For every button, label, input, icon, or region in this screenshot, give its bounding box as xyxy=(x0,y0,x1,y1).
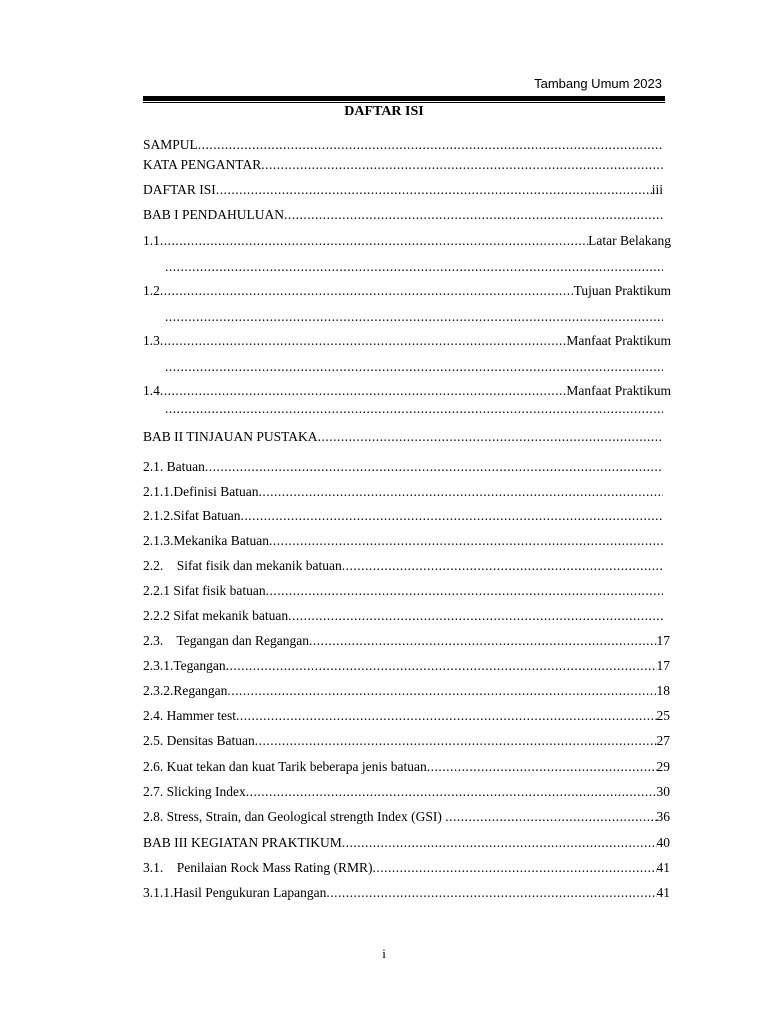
toc-label: 1.3 xyxy=(143,333,160,348)
toc-page: 17 xyxy=(656,658,670,673)
toc-label: BAB I PENDAHULUAN xyxy=(143,207,284,222)
toc-label: SAMPUL xyxy=(143,137,198,152)
toc-entry xyxy=(143,458,663,476)
toc-leader xyxy=(427,758,657,776)
toc-leader xyxy=(309,632,656,650)
toc-label: 2.1.3.Mekanika Batuan xyxy=(143,533,269,548)
toc-page: 36 xyxy=(656,809,670,824)
toc-leader xyxy=(165,400,663,418)
toc-entry xyxy=(143,607,663,625)
toc-label: 2.3.1.Tegangan xyxy=(143,658,226,673)
toc-entry xyxy=(143,532,663,550)
toc-label: 2.4. Hammer test xyxy=(143,708,236,723)
toc-label: DAFTAR ISI xyxy=(143,182,216,197)
toc-leader xyxy=(318,428,663,446)
toc-page: 41 xyxy=(656,885,670,900)
header-text: Tambang Umum 2023 xyxy=(534,76,662,91)
toc-page: 27 xyxy=(656,733,670,748)
toc-page: Latar Belakang xyxy=(588,233,671,248)
toc-entry xyxy=(143,707,670,725)
toc-entry xyxy=(143,682,670,700)
toc-page: 17 xyxy=(656,633,670,648)
toc-label: 2.2.1 Sifat fisik batuan xyxy=(143,583,266,598)
toc-label: 2.3. Tegangan dan Regangan xyxy=(143,633,310,648)
toc-leader xyxy=(165,358,663,376)
toc-page: 30 xyxy=(656,784,670,799)
toc-leader xyxy=(342,557,663,575)
toc-page: Manfaat Praktikum xyxy=(566,333,671,348)
toc-entry xyxy=(143,483,663,501)
page-number: i xyxy=(382,946,386,961)
toc-leader xyxy=(160,232,588,250)
toc-entry xyxy=(143,657,670,675)
toc-leader xyxy=(246,783,657,801)
toc-label: 2.1. Batuan xyxy=(143,459,205,474)
toc-leader xyxy=(269,532,663,550)
toc-label: BAB II TINJAUAN PUSTAKA xyxy=(143,429,318,444)
toc-entry xyxy=(165,358,663,376)
toc-entry xyxy=(143,859,670,877)
toc-leader xyxy=(165,308,663,326)
toc-leader xyxy=(241,507,664,525)
toc-leader xyxy=(342,834,657,852)
toc-entry xyxy=(143,808,670,826)
toc-page: 18 xyxy=(656,683,670,698)
toc-leader xyxy=(258,483,663,501)
toc-label: 1.2 xyxy=(143,283,160,298)
toc-entry xyxy=(143,332,671,350)
toc-entry xyxy=(143,732,670,750)
toc-leader xyxy=(160,282,574,300)
toc-label: KATA PENGANTAR xyxy=(143,157,262,172)
toc-leader xyxy=(255,732,657,750)
toc-label: 2.5. Densitas Batuan xyxy=(143,733,255,748)
toc-entry xyxy=(143,206,663,224)
toc-label: 2.6. Kuat tekan dan kuat Tarik beberapa jenis batuan xyxy=(143,759,427,774)
toc-leader xyxy=(216,181,652,199)
toc-entry xyxy=(143,282,671,300)
toc-label: 2.2.2 Sifat mekanik batuan xyxy=(143,608,289,623)
toc-leader xyxy=(205,458,663,476)
toc-entry xyxy=(143,156,663,174)
toc-leader xyxy=(284,206,663,224)
toc-label: 1.1 xyxy=(143,233,160,248)
toc-entry xyxy=(165,258,663,276)
toc-entry xyxy=(143,834,670,852)
toc-leader xyxy=(445,808,656,826)
toc-page: 29 xyxy=(656,759,670,774)
toc-entry xyxy=(143,557,663,575)
toc-label: 2.1.1.Definisi Batuan xyxy=(143,484,259,499)
toc-leader xyxy=(288,607,663,625)
toc-entry xyxy=(143,632,670,650)
toc-entry xyxy=(143,582,663,600)
toc-label: 1.4 xyxy=(143,383,160,398)
toc-leader xyxy=(165,258,663,276)
toc-leader xyxy=(326,884,656,902)
toc-entry xyxy=(143,232,671,250)
toc-entry xyxy=(165,400,663,418)
toc-leader xyxy=(226,657,657,675)
toc-leader xyxy=(198,136,663,154)
toc-label: 3.1.1.Hasil Pengukuran Lapangan xyxy=(143,885,327,900)
toc-page: 40 xyxy=(656,835,670,850)
toc-leader xyxy=(160,382,567,400)
toc-leader xyxy=(373,859,657,877)
toc-leader xyxy=(227,682,656,700)
toc-leader xyxy=(261,156,663,174)
toc-entry xyxy=(165,308,663,326)
toc-leader xyxy=(266,582,663,600)
toc-label: 2.2. Sifat fisik dan mekanik batuan xyxy=(143,558,342,573)
toc-label: BAB III KEGIATAN PRAKTIKUM xyxy=(143,835,342,850)
toc-page: Manfaat Praktikum xyxy=(566,383,671,398)
toc-label: 2.3.2.Regangan xyxy=(143,683,228,698)
toc-entry xyxy=(143,758,670,776)
toc-leader xyxy=(236,707,657,725)
toc-page: Tujuan Praktikum xyxy=(573,283,671,298)
toc-entry xyxy=(143,507,663,525)
toc-entry xyxy=(143,884,670,902)
toc-entry xyxy=(143,136,663,154)
toc-page: 41 xyxy=(656,860,670,875)
toc-page: iii xyxy=(651,182,663,197)
toc-label: 2.7. Slicking Index xyxy=(143,784,246,799)
toc-label: 2.8. Stress, Strain, dan Geological strength Index (GSI) xyxy=(143,809,446,824)
toc-entry xyxy=(143,783,670,801)
toc-label: 2.1.2.Sifat Batuan xyxy=(143,508,241,523)
toc-entry xyxy=(143,382,671,400)
page-title: DAFTAR ISI xyxy=(344,104,424,119)
toc-page: 25 xyxy=(656,708,670,723)
toc-label: 3.1. Penilaian Rock Mass Rating (RMR) xyxy=(143,860,373,875)
toc-entry xyxy=(143,181,663,199)
toc-leader xyxy=(160,332,567,350)
toc-entry xyxy=(143,428,663,446)
